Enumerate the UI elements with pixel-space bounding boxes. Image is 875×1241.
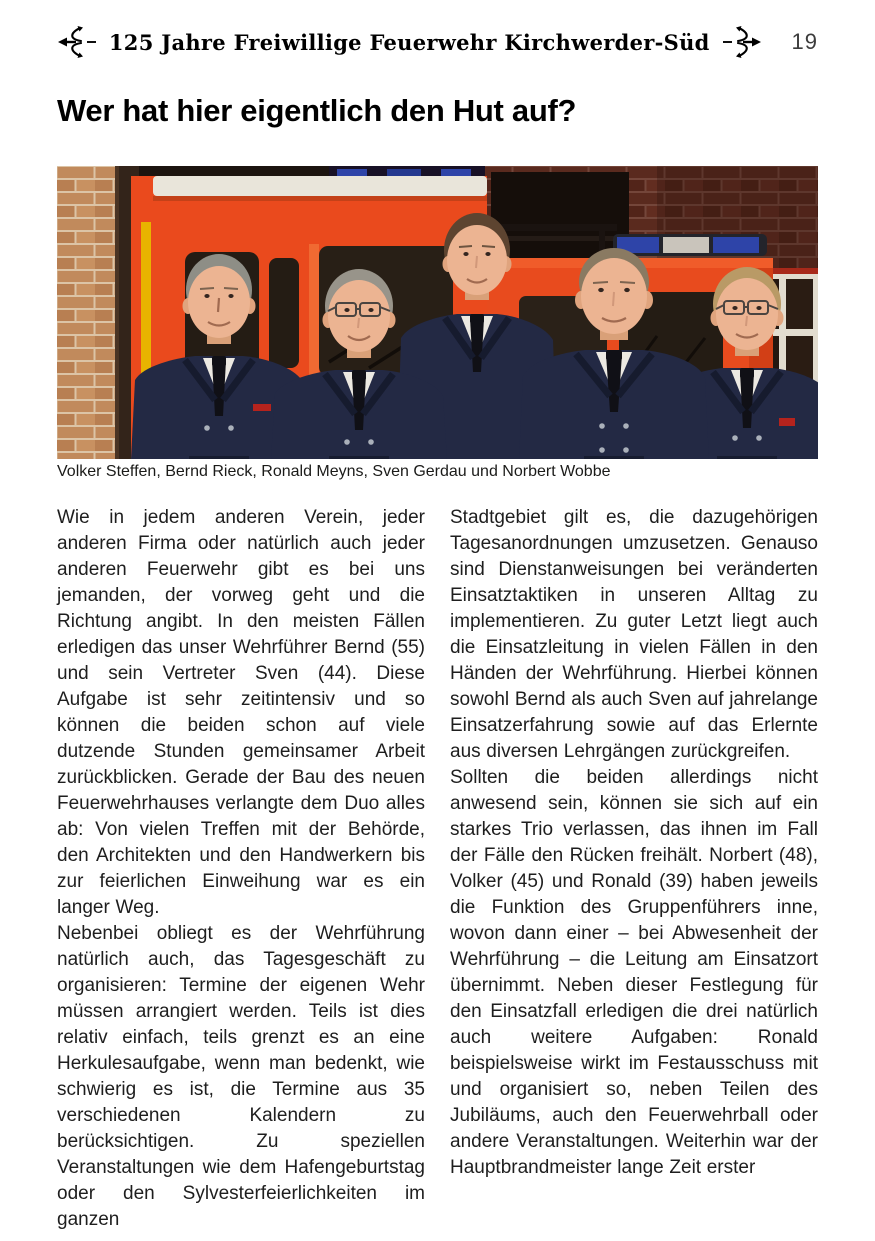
article-headline: Wer hat hier eigentlich den Hut auf? [57, 93, 577, 128]
page-number: 19 [791, 29, 819, 54]
header-rule-left [87, 41, 96, 43]
photo-caption: Volker Steffen, Bernd Rieck, Ronald Meyns, Sven Gerdau und Norbert Wobbe [57, 463, 611, 480]
paragraph: Stadtgebiet gilt es, die dazugehörigen Tagesanordnungen umzusetzen. Genauso sind Dienstanweisungen bei veränderten Einsatztaktiken in unseren Alltag zu implementieren. Zu guter Letzt liegt auch die Einsatzleitung in vielen Fällen in den Händen der Wehrführung. Hierbei können sowohl Bernd als auch Sven auf jahrelange Einsatzerfahrung sowie auf das Erlernte aus diversen Lehrgängen zurückgreifen. [450, 507, 818, 762]
service-ribbon [253, 404, 271, 411]
group-photo [57, 166, 818, 459]
article-column-right [450, 505, 818, 1233]
header-flourish-right-icon [732, 25, 762, 59]
article-body [57, 505, 818, 1233]
hazard-stripe [141, 222, 151, 390]
article-column-left [57, 505, 425, 1233]
header-rule-right [723, 41, 732, 43]
header-title: 125 Jahre Freiwillige Feuerwehr Kirchwerder-Süd [108, 29, 710, 55]
paragraph: Nebenbei obliegt es der Wehrführung natürlich auch, das Tagesgeschäft zu organisieren: Termine der eigenen Wehr müssen arrangiert werden. Teils ist dies relativ einfach, teils grenzt es an eine Herkulesaufgabe, wenn man bedenkt, wie schwierig es ist, die Termine aus 35 verschiedenen Kalendern zu berücksichtigen. Zu speziellen Veranstaltungen wie dem Hafengeburtstag oder den Sylvesterfeierlichkeiten im ganzen [57, 923, 425, 1230]
paragraph: Sollten die beiden allerdings nicht anwesend sein, können sie sich auf ein starkes Trio verlassen, das ihnen im Fall der Fälle den Rücken freihält. Norbert (48), Volker (45) und Ronald (39) haben jeweils die Funktion des Gruppenführers inne, wovon dann einer – bei Abwesenheit der Wehrführung – die Leitung am Einsatzort übernimmt. Neben dieser Festlegung für den Einsatzfall erledigen die drei natürlich auch weitere Aufgaben: Ronald beispielsweise wirkt im Festausschuss mit und organisiert so, neben Teilen des Jubiläums, auch den Feuerwehrball oder andere Veranstaltungen. Weiterhin war der Hauptbrandmeister lange Zeit erster [450, 767, 818, 1178]
service-ribbon [779, 418, 795, 426]
paragraph: Wie in jedem anderen Verein, jeder anderen Firma oder natürlich auch jeder anderen Feuerwehr gibt es bei uns jemanden, der vorweg geht und die Richtung angibt. In den meisten Fällen erledigen das unser Wehrführer Bernd (55) und sein Vertreter Sven (44). Diese Aufgabe ist sehr zeitintensiv und so können die beiden schon auf viele dutzende Stunden gemeinsamer Arbeit zurückblicken. Gerade der Bau des neuen Feuerwehrhauses verlangte dem Duo alles ab: Von vielen Treffen mit der Behörde, den Architekten und den Handwerkern bis zur feierlichen Einweihung war es ein langer Weg. [57, 507, 425, 918]
header-flourish-left-icon [57, 25, 87, 59]
brick-wall-left [57, 166, 139, 459]
page-header [57, 24, 818, 60]
group-photo-illustration [57, 166, 818, 459]
